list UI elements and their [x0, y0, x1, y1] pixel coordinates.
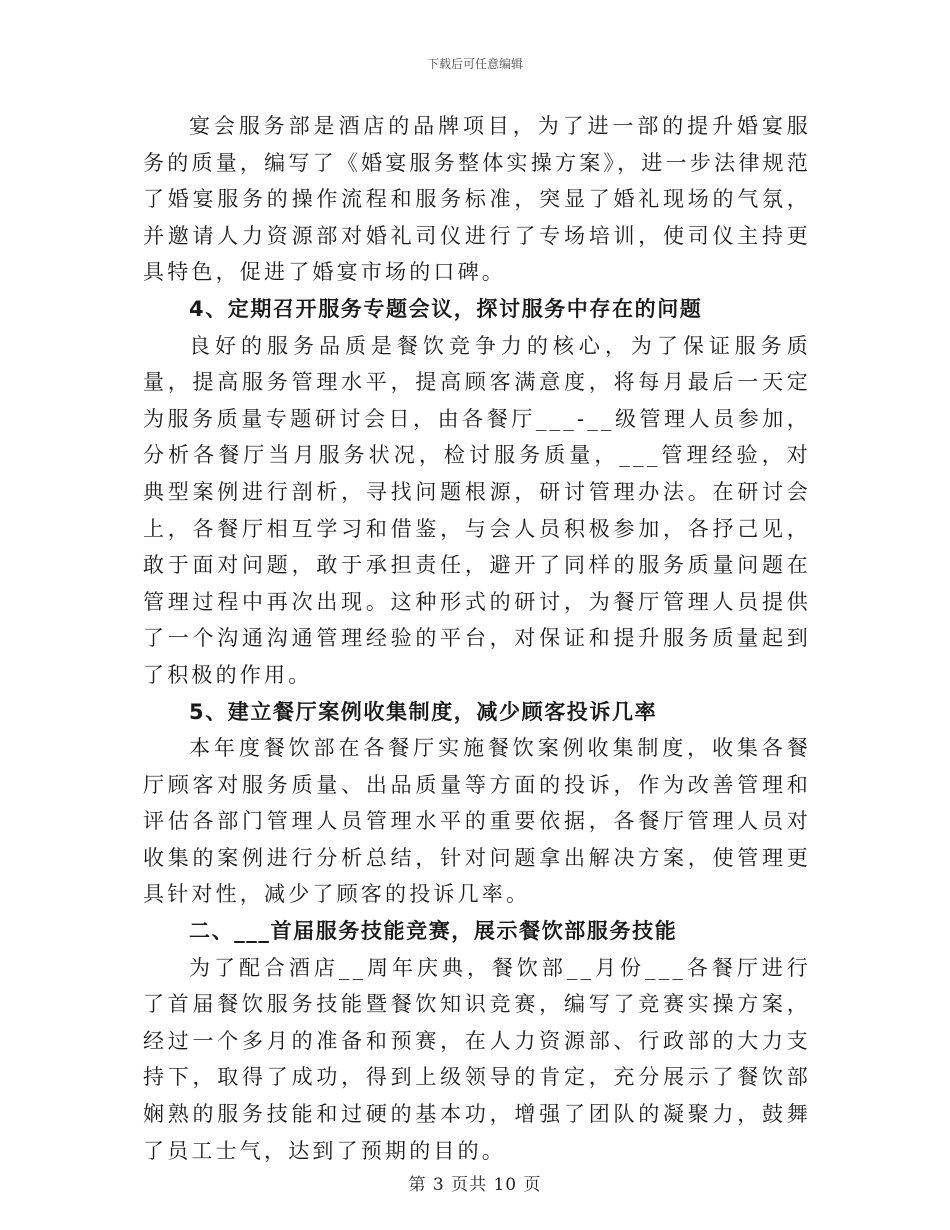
document-body: [143, 108, 811, 1169]
paragraph-banquet-service: 宴会服务部是酒店的品牌项目，为了进一部的提升婚宴服务的质量，编写了《婚宴服务整体实操方案》，进一步法律规范了婚宴服务的操作流程和服务标准，突显了婚礼现场的气氛，并邀请人力资源部对婚礼司仪进行了专场培训，使司仪主持更具特色，促进了婚宴市场的口碑。: [143, 114, 811, 285]
section-heading-4: 4、定期召开服务专题会议，探讨服务中存在的问题: [189, 296, 703, 321]
paragraph-case-collection: 本年度餐饮部在各餐厅实施餐饮案例收集制度，收集各餐厅顾客对服务质量、出品质量等方面的投诉，作为改善管理和评估各部门管理人员管理水平的重要依据，各餐厅管理人员对收集的案例进行分析总结，针对问题拿出解决方案，使管理更具针对性，减少了顾客的投诉几率。: [143, 736, 811, 907]
page-number: 第 3 页共 10 页: [408, 1175, 542, 1195]
paragraph-skills-competition: 为了配合酒店__周年庆典，餐饮部__月份___各餐厅进行了首届餐饮服务技能暨餐饮知识竞赛，编写了竞赛实操方案，经过一个多月的准备和预赛，在人力资源部、行政部的大力支持下，取得了成功，得到上级领导的肯定，充分展示了餐饮部娴熟的服务技能和过硬的基本功，增强了团队的凝聚力，鼓舞了员工士气，达到了预期的目的。: [143, 955, 811, 1163]
section-heading-2: 二、___首届服务技能竞赛，展示餐饮部服务技能: [189, 919, 678, 944]
page-header-note: 下载后可任意编辑: [426, 57, 523, 71]
section-heading-5: 5、建立餐厅案例收集制度，减少顾客投诉几率: [189, 699, 658, 724]
paragraph-service-meetings: 良好的服务品质是餐饮竞争力的核心，为了保证服务质量，提高服务管理水平，提高顾客满意度，将每月最后一天定为服务质量专题研讨会日，由各餐厅___-__级管理人员参加，分析各餐厅当月服务状况，检讨服务质量，___管理经验，对典型案例进行剖析，寻找问题根源，研讨管理办法。在研讨会上，各餐厅相互学习和借鉴，与会人员积极参加，各抒己见，敢于面对问题，敢于承担责任，避开了同样的服务质量问题在管理过程中再次出现。这种形式的研讨，为餐厅管理人员提供了一个沟通沟通管理经验的平台，对保证和提升服务质量起到了积极的作用。: [143, 333, 811, 687]
